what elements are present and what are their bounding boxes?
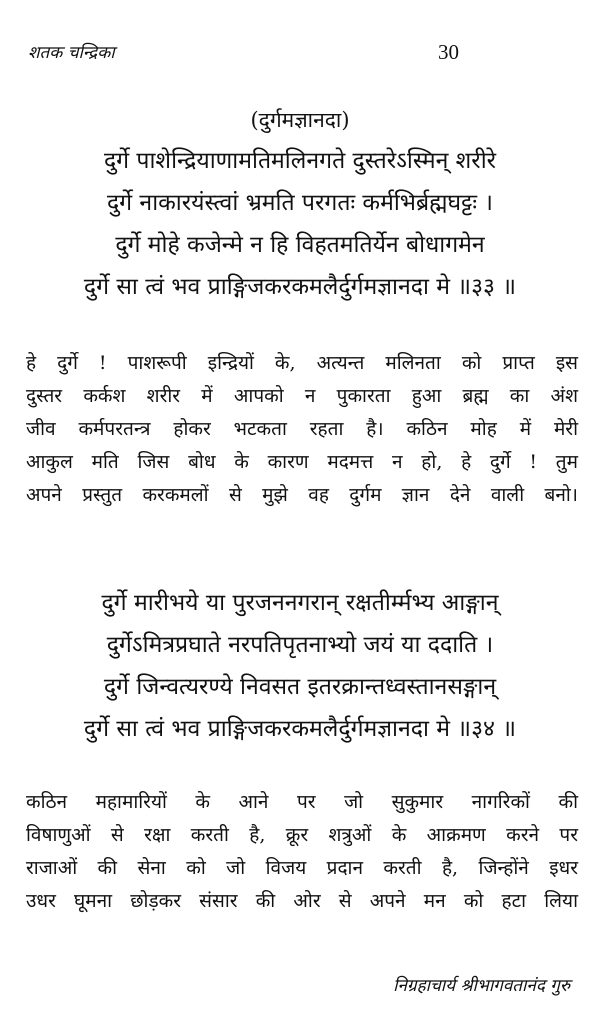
prose-line: जीव कर्मपरतन्त्र होकर भटकता रहता है। कठिन मोह में मेरी bbox=[26, 418, 578, 440]
prose-line: अपने प्रस्तुत करकमलों से मुझे वह दुर्गम ज्ञान देने वाली बनो। bbox=[26, 484, 578, 506]
verse-33 bbox=[0, 140, 600, 308]
verse-34 bbox=[0, 582, 600, 750]
prose-line: उधर घूमना छोड़कर संसार की ओर से अपने मन को हटा लिया bbox=[26, 890, 578, 912]
prose-line: दुस्तर कर्कश शरीर में आपको न पुकारता हुआ ब्रह्म का अंश bbox=[26, 385, 578, 407]
page-number: 30 bbox=[438, 40, 459, 64]
verse-line: दुर्गे सा त्वं भव प्राङ्गिजकरकमलैर्दुर्गमज्ञानदा मे ॥३३ ॥ bbox=[83, 274, 517, 300]
running-author: निग्रहाचार्य श्रीभागवतानंद गुरु bbox=[393, 976, 570, 996]
running-title: शतक चन्द्रिका bbox=[28, 43, 115, 63]
verse-line: दुर्गे नाकारयंस्त्वां भ्रमति परगतः कर्मभिर्ब्रह्मघट्टः । bbox=[106, 190, 494, 216]
verse-line: दुर्गे मारीभये या पुरजननगरान् रक्षतीर्म्मभ्य आङ्गान् bbox=[101, 590, 499, 616]
prose-line: विषाणुओं से रक्षा करती है, क्रूर शत्रुओं के आक्रमण करने पर bbox=[26, 824, 578, 846]
verse-line: दुर्गे जिन्वत्यरण्ये निवसत इतरक्रान्तध्वस्तानसङ्गान् bbox=[103, 674, 497, 700]
translation-33 bbox=[26, 347, 578, 512]
verse-line: दुर्गे पाशेन्द्रियाणामतिमलिनगते दुस्तरेऽस्मिन् शरीरे bbox=[103, 148, 497, 174]
verse-line: दुर्गे मोहे कजेन्मे न हि विहतमतिर्येन बोधागमेन bbox=[115, 232, 485, 258]
verse-line: दुर्गेऽमित्रप्रघाते नरपतिपृतनाभ्यो जयं या ददाति । bbox=[106, 632, 494, 658]
section-title: (दुर्गमज्ञानदा) bbox=[250, 108, 350, 132]
verse-line: दुर्गे सा त्वं भव प्राङ्गिजकरकमलैर्दुर्गमज्ञानदा मे ॥३४ ॥ bbox=[83, 716, 517, 742]
prose-line: कठिन महामारियों के आने पर जो सुकुमार नागरिकों की bbox=[26, 791, 578, 813]
prose-line: राजाओं की सेना को जो विजय प्रदान करती है, जिन्होंने इधर bbox=[26, 857, 578, 879]
prose-line: हे दुर्गे ! पाशरूपी इन्द्रियों के, अत्यन्त मलिनता को प्राप्त इस bbox=[26, 352, 578, 374]
prose-line: आकुल मति जिस बोध के कारण मदमत्त न हो, हे दुर्गे ! तुम bbox=[26, 451, 578, 473]
translation-34 bbox=[26, 786, 578, 918]
